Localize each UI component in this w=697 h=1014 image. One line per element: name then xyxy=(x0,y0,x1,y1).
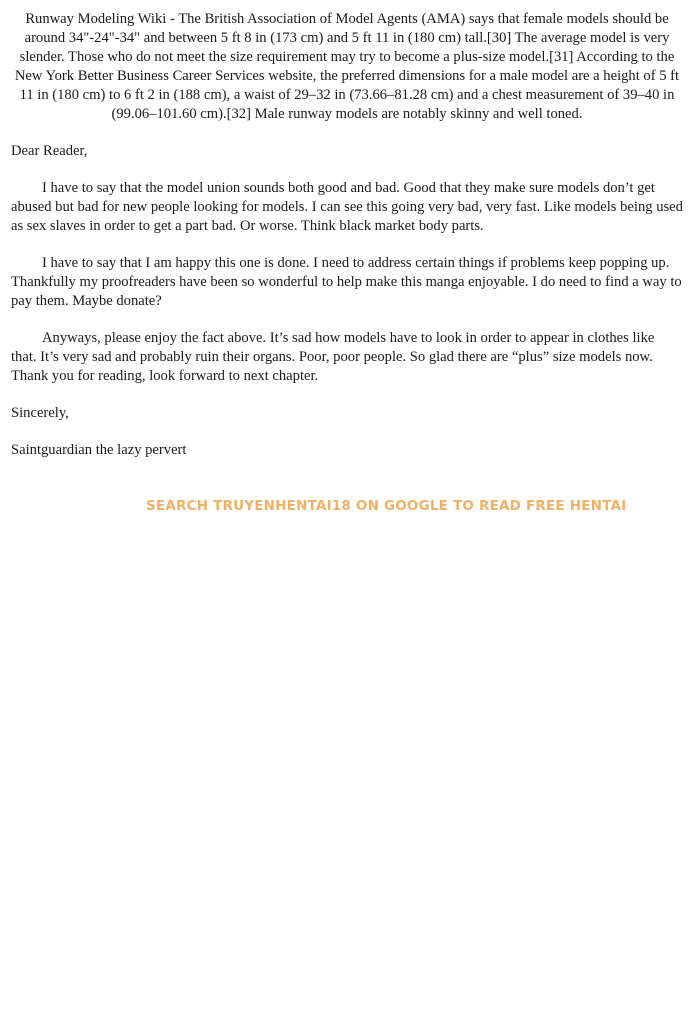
intro-paragraph: Runway Modeling Wiki - The British Association of Model Agents (AMA) says that female models should be around 34"-24"-34" and between 5 ft 8 in (173 cm) and 5 ft 11 in (180 cm) tall.[30] The average model is very slender. Those who do not meet the size requirement may try to become a plus-size model.[31] According to the New York Better Business Career Services website, the preferred dimensions for a male model are a height of 5 ft 11 in (180 cm) to 6 ft 2 in (188 cm), a waist of 29–32 in (73.66–81.28 cm) and a chest measurement of 39–40 in (99.06–101.60 cm).[32] Male runway models are notably skinny and well toned. xyxy=(14,11,680,122)
document-page xyxy=(11,10,683,460)
closing: Sincerely, xyxy=(11,405,69,421)
body-paragraph-2: I have to say that I am happy this one is done. I need to address certain things if problems keep popping up. Thankfully my proofreaders have been so wonderful to help make this manga enjoyable. I do need to find a way to pay them. Maybe donate? xyxy=(11,255,682,309)
signature: Saintguardian the lazy pervert xyxy=(11,442,187,458)
body-paragraph-1: I have to say that the model union sounds both good and bad. Good that they make sure models don’t get abused but bad for new people looking for models. I can see this going very bad, very fast. Like models being used as sex slaves in order to get a part bad. Or worse. Think black market body parts. xyxy=(11,180,683,234)
body-paragraph-3: Anyways, please enjoy the fact above. It’s sad how models have to look in order to appear in clothes like that. It’s very sad and probably ruin their organs. Poor, poor people. So glad there are “plus” size models now. Thank you for reading, look forward to next chapter. xyxy=(11,330,655,384)
watermark-text: SEARCH TRUYENHENTAI18 ON GOOGLE TO READ FREE HENTAI xyxy=(146,498,627,514)
salutation: Dear Reader, xyxy=(11,143,88,159)
